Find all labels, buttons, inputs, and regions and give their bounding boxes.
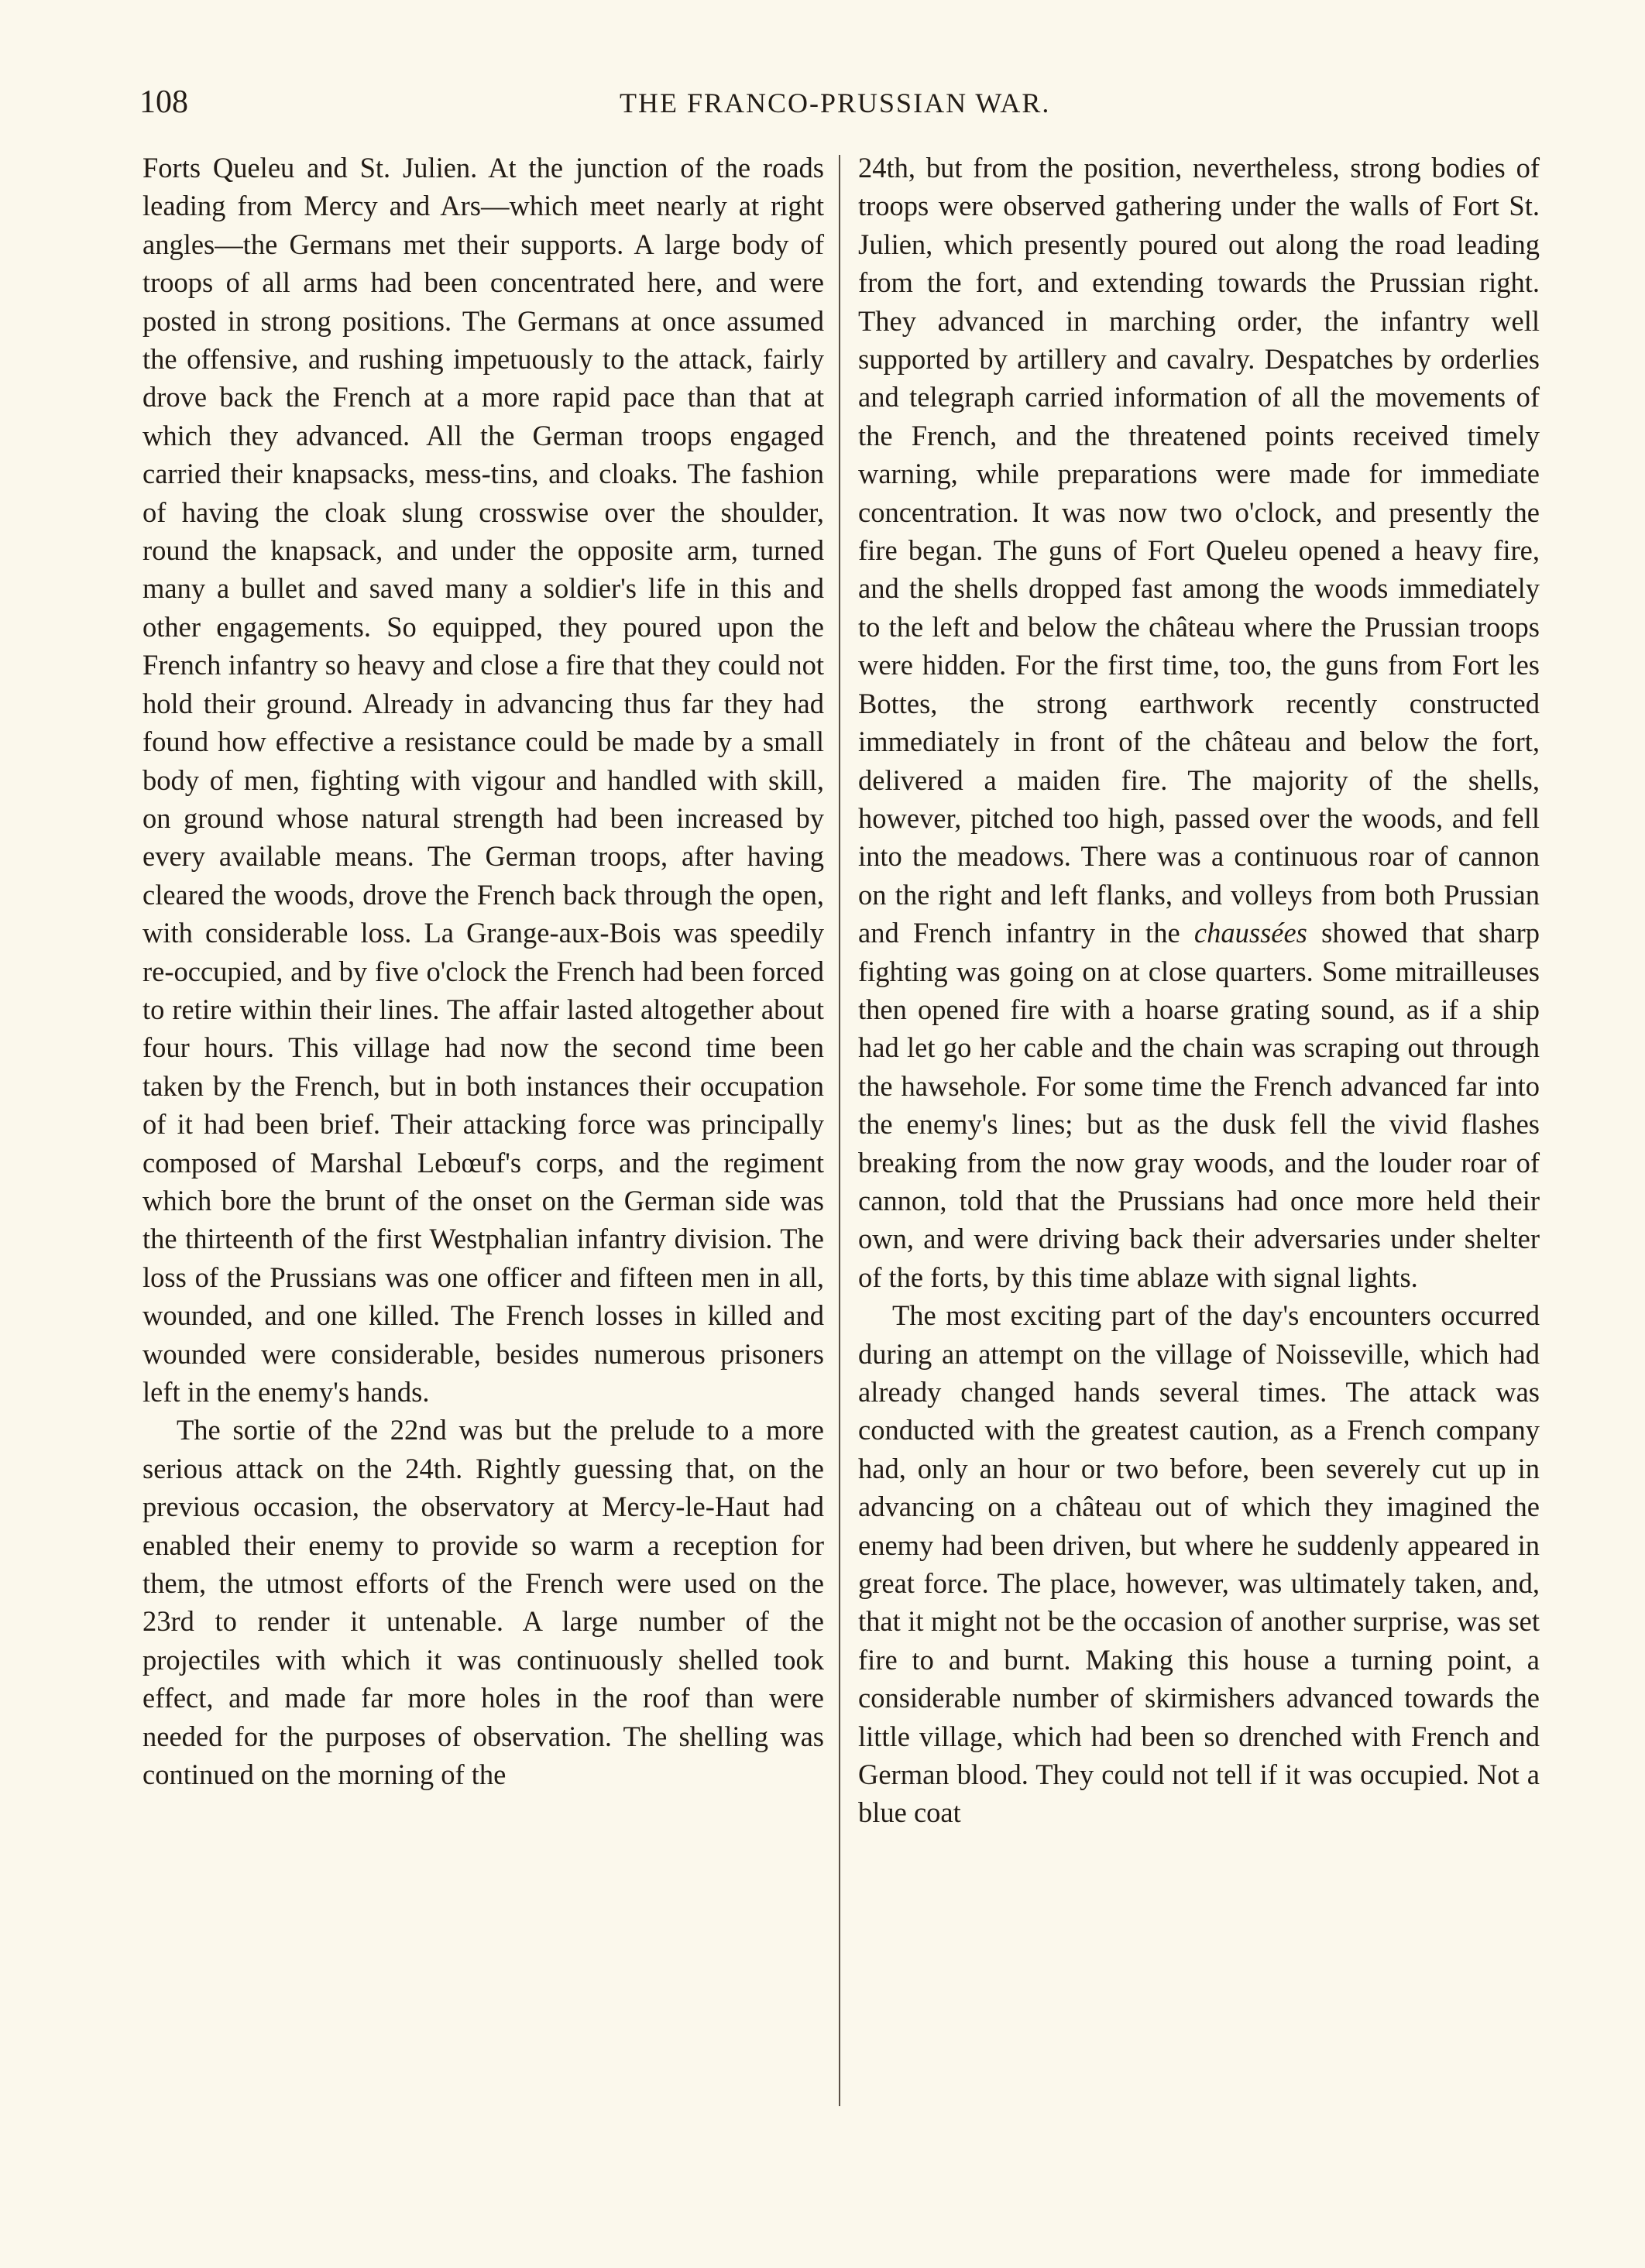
right-column bbox=[858, 149, 1540, 1832]
column-divider bbox=[839, 155, 840, 2106]
left-paragraph-1: Forts Queleu and St. Julien. At the junction of the roads leading from Mercy and Ars—which meet nearly at right angles—the Germans met their supports. A large body of troops of all arms had been concentrated here, and were posted in strong positions. The Germans at once assumed the offensive, and rushing impetuously to the attack, fairly drove back the French at a more rapid pace than that at which they advanced. All the German troops engaged carried their knapsacks, mess-tins, and cloaks. The fashion of having the cloak slung crosswise over the shoulder, round the knapsack, and under the opposite arm, turned many a bullet and saved many a soldier's life in this and other engagements. So equipped, they poured upon the French infantry so heavy and close a fire that they could not hold their ground. Already in advancing thus far they had found how effective a resistance could be made by a small body of men, fighting with vigour and handled with skill, on ground whose natural strength had been increased by every available means. The German troops, after having cleared the woods, drove the French back through the open, with considerable loss. La Grange-aux-Bois was speedily re-occupied, and by five o'clock the French had been forced to retire within their lines. The affair lasted altogether about four hours. This village had now the second time been taken by the French, but in both instances their occupation of it had been brief. Their attacking force was principally composed of Marshal Lebœuf's corps, and the regiment which bore the brunt of the onset on the German side was the thirteenth of the first Westphalian infantry division. The loss of the Prussians was one officer and fifteen men in all, wounded, and one killed. The French losses in killed and wounded were considerable, besides numerous prisoners left in the enemy's hands. bbox=[143, 152, 824, 1408]
right-paragraph-1-part-a: 24th, but from the position, nevertheless, strong bodies of troops were observed gathering under the walls of Fort St. Julien, which presently poured out along the road leading from the fort, and extending towards the Prussian right. They advanced in marching order, the infantry well supported by artillery and cavalry. Despatches by orderlies and telegraph carried information of all the movements of the French, and the threatened points received timely warning, while preparations were made for immediate concentration. It was now two o'clock, and presently the fire began. The guns of Fort Queleu opened a heavy fire, and the shells dropped fast among the woods immediately to the left and below the château where the Prussian troops were hidden. For the first time, too, the guns from Fort les Bottes, the strong earthwork recently constructed immediately in front of the château and below the fort, delivered a maiden fire. The majority of the shells, however, pitched too high, passed over the woods, and fell into the meadows. There was a continuous roar of cannon on the right and left flanks, and volleys from both Prussian and French infantry in the bbox=[858, 152, 1540, 949]
running-title: THE FRANCO-PRUSSIAN WAR. bbox=[620, 87, 1051, 118]
page-number: 108 bbox=[139, 84, 188, 120]
left-column bbox=[143, 149, 824, 1793]
right-paragraph-1-part-b: showed that sharp fighting was going on at close quarters. Some mitrailleuses then opened fire with a hoarse grating sound, as if a ship had let go her cable and the chain was scraping out through the hawsehole. For some time the French advanced far into the enemy's lines; but as the dusk fell the vivid flashes breaking from the now gray woods, and the louder roar of cannon, told that the Prussians had once more held their own, and were driving back their adversaries under shelter of the forts, by this time ablaze with signal lights. bbox=[858, 917, 1540, 1293]
running-head bbox=[139, 84, 1549, 130]
left-paragraph-2: The sortie of the 22nd was but the prelude to a more serious attack on the 24th. Rightly guessing that, on the previous occasion, the observatory at Mercy-le-Haut had enabled their enemy to provide so warm a reception for them, the utmost efforts of the French were used on the 23rd to render it untenable. A large number of the projectiles with which it was continuously shelled took effect, and made far more holes in the roof than were needed for the purposes of observation. The shelling was continued on the morning of the bbox=[143, 1414, 824, 1791]
right-paragraph-2: The most exciting part of the day's encounters occurred during an attempt on the village of Noisseville, which had already changed hands several times. The attack was conducted with the greatest caution, as a French company had, only an hour or two before, been severely cut up in advancing on a château out of which they imagined the enemy had been driven, but where he suddenly appeared in great force. The place, however, was ultimately taken, and, that it might not be the occasion of another surprise, was set fire to and burnt. Making this house a turning point, a considerable number of skirmishers advanced towards the little village, which had been so drenched with French and German blood. They could not tell if it was occupied. Not a blue coat bbox=[858, 1299, 1540, 1829]
right-paragraph-1 bbox=[858, 149, 1540, 1296]
italic-term: chaussées bbox=[1193, 917, 1307, 949]
